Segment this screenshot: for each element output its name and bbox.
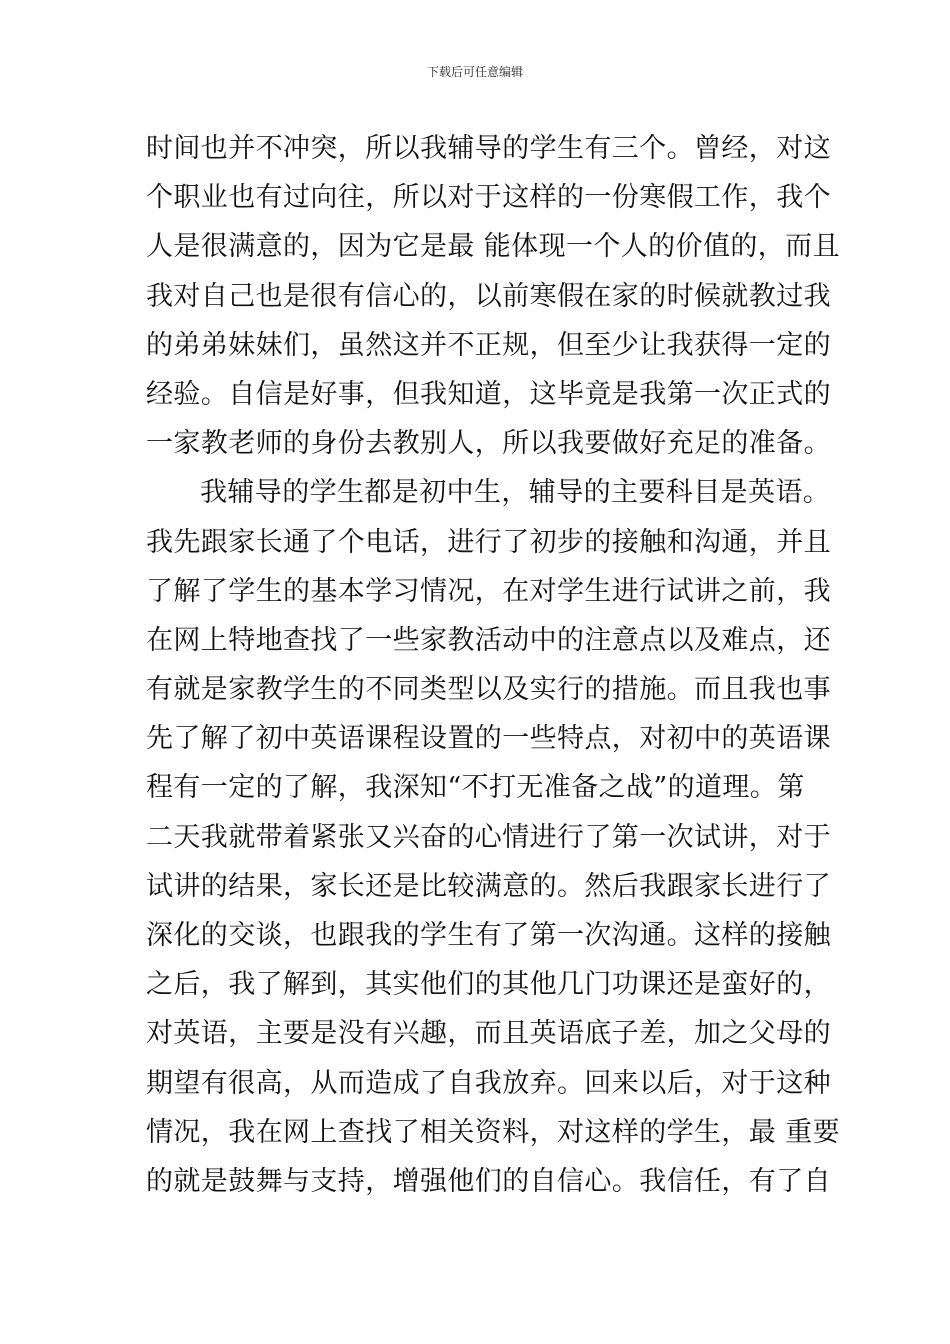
- text-line: 期望有很高，从而造成了自我放弃。回来以后，对于这种: [146, 1067, 831, 1099]
- text-line: 人是很满意的，因为它是最 能体现一个人的价值的，而且: [146, 231, 840, 263]
- text-line: 二天我就带着紧张又兴奋的心情进行了第一次试讲，对于: [146, 821, 831, 853]
- document-body: [146, 124, 840, 1206]
- text-line: 时间也并不冲突，所以我辅导的学生有三个。曾经，对这: [146, 133, 831, 164]
- page-header: [0, 64, 950, 80]
- text-line: 有就是家教学生的不同类型以及实行的措施。而且我也事: [146, 674, 831, 706]
- text-line: 个职业也有过向往，所以对于这样的一份寒假工作，我个: [146, 182, 831, 214]
- text-line: 情况，我在网上查找了相关资料，对这样的学生，最 重要: [146, 1116, 840, 1148]
- text-line: 我对自己也是很有信心的，以前寒假在家的时候就教过我: [146, 280, 831, 312]
- text-line: 对英语，主要是没有兴趣，而且英语底子差，加之父母的: [146, 1018, 831, 1050]
- text-line: 经验。自信是好事，但我知道，这毕竟是我第一次正式的: [146, 378, 831, 410]
- text-line: 程有一定的了解，我深知“不打无准备之战”的道理。第: [146, 772, 805, 804]
- text-line: 一家教老师的身份去教别人，所以我要做好充足的准备。: [146, 428, 831, 460]
- text-line: 了解了学生的基本学习情况，在对学生进行试讲之前，我: [146, 575, 831, 607]
- header-text: 下载后可任意编辑: [426, 65, 523, 79]
- text-line: 的就是鼓舞与支持，增强他们的自信心。我信任，有了自: [146, 1165, 831, 1197]
- paragraph-1: [146, 124, 840, 468]
- text-line-indented: 我辅导的学生都是初中生，辅导的主要科目是英语。: [200, 477, 831, 509]
- text-line: 先了解了初中英语课程设置的一些特点，对初中的英语课: [146, 723, 831, 755]
- text-line: 在网上特地查找了一些家教活动中的注意点以及难点，还: [146, 624, 831, 656]
- text-line: 试讲的结果，家长还是比较满意的。然后我跟家长进行了: [146, 870, 831, 902]
- text-line: 的弟弟妹妹们，虽然这并不正规，但至少让我获得一定的: [146, 329, 831, 361]
- text-line: 之后，我了解到，其实他们的其他几门功课还是蛮好的，: [146, 969, 831, 1001]
- text-line: 我先跟家长通了个电话，进行了初步的接触和沟通，并且: [146, 526, 831, 558]
- text-line: 深化的交谈，也跟我的学生有了第一次沟通。这样的接触: [146, 920, 831, 951]
- paragraph-2: [146, 468, 840, 1206]
